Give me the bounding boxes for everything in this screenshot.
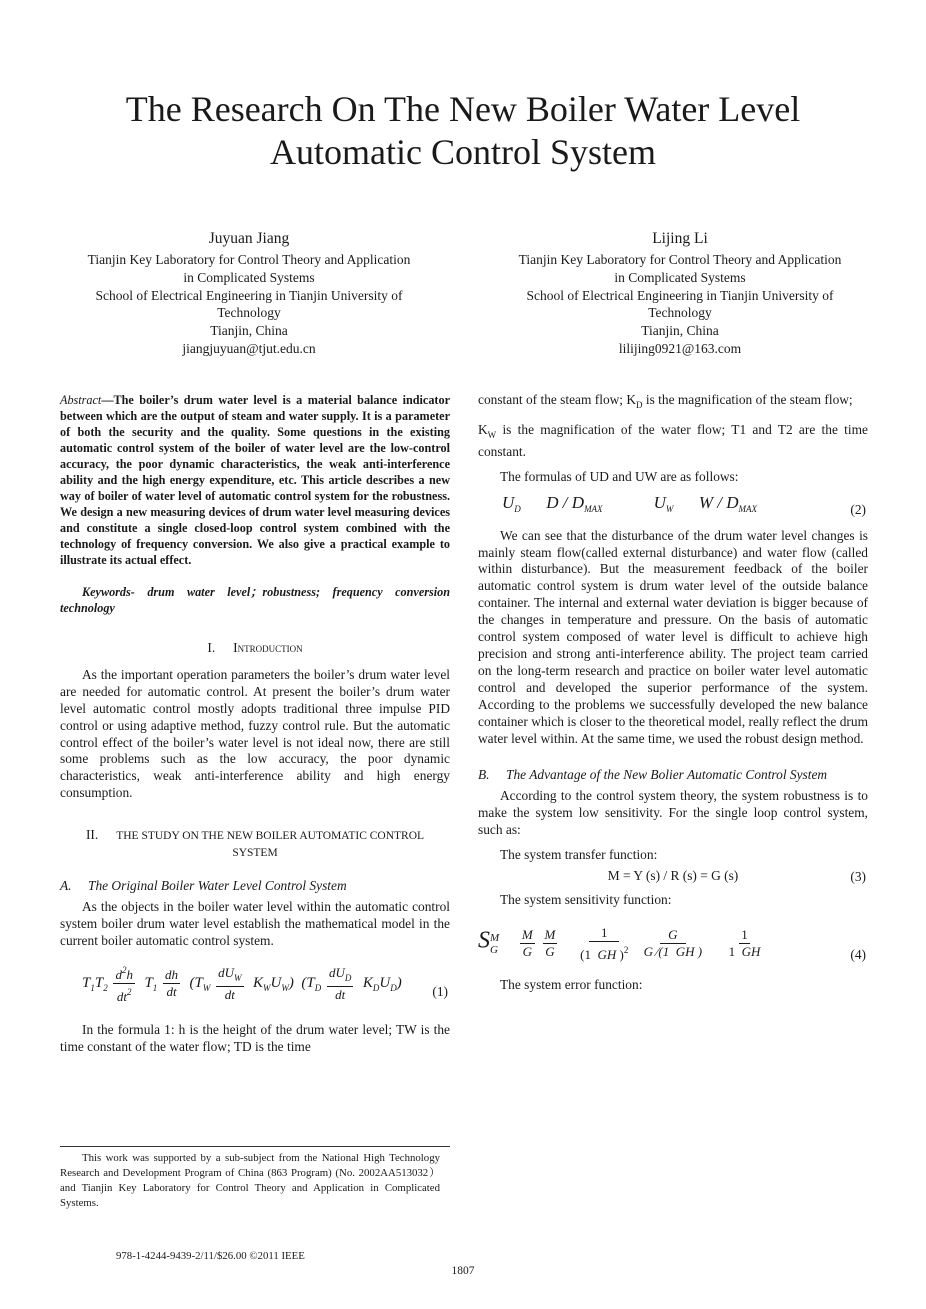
- equation-3-expression: M = Y (s) / R (s) = G (s): [607, 868, 739, 884]
- subsection-heading-b: [478, 767, 868, 784]
- left-column: [60, 392, 450, 1056]
- paper-title: [60, 88, 866, 174]
- equation-number: (1): [432, 983, 448, 999]
- author-affiliation: in Complicated Systems: [614, 269, 746, 285]
- author-block-2: [480, 228, 880, 358]
- equation-number: (2): [850, 501, 866, 517]
- equation-2-expression: $U_D$ D / $D_{MAX}$ $U_W$ W / $D_{MAX}$: [502, 493, 758, 515]
- disturbance-paragraph: We can see that the disturbance of the drum water level changes is mainly steam flow(called external disturbance) and water flow (called within disturbance). But the measurement feedback of the boiler automatic control system is drum water level of the outside balance container. The internal and external water deviation is bigger because of the changes in temperature and pressure. On the basis of automatic control system composed of water level is difficult to achieve high precision and strong anti-interference ability. The project team carried on the long-term research and practice on boiler water level automatic control and developed the superior performance of the system. According to the problems we successfully developed the new balance container which is closer to the theoretical model, really reflect the drum water level within. At the same time, we used the robust design method.: [478, 527, 868, 746]
- paper-title-line-1: The Research On The New Boiler Water Level: [125, 89, 801, 129]
- formula-explanation-continued: constant of the steam flow; $K_D$ is the magnification of the steam flow;: [478, 392, 853, 410]
- section-number: I.: [207, 640, 216, 655]
- equation-1: [60, 954, 450, 1014]
- section-title: THE STUDY ON THE NEW BOILER AUTOMATIC CONTROL SYSTEM: [116, 830, 425, 860]
- formula-intro: The formulas of UD and UW are as follows:: [500, 468, 739, 484]
- author-location: Tianjin, China: [641, 323, 719, 339]
- section-heading-study: [60, 826, 450, 862]
- abstract-text: —The boiler’s drum water level is a material balance indicator between which are the output of steam and water supply. It is a parameter of both the security and the quality. Some questions in the existing automatic control system of the boiler of water level are the low-control accuracy, the poor dynamic characteristics, the weak anti-interference ability and the high energy expenditure, etc. This article describes a new way of boiler of water level of automatic control system for the robustness. We design a new measuring devices of drum water level measuring devices and constitute a single closed-loop control system combined with the technology of frequency conversion. We also give a practical example to illustrate its actual effect.: [60, 393, 450, 567]
- equation-number: (3): [850, 868, 866, 884]
- abstract-label: Abstract: [60, 393, 102, 407]
- equation-4: [478, 913, 868, 975]
- equation-number: (4): [850, 946, 866, 962]
- author-affiliation: School of Electrical Engineering in Tianjin University of: [95, 287, 403, 303]
- formula-explanation: In the formula 1: h is the height of the drum water level; TW is the time constant of the water flow; TD is the time: [60, 1021, 450, 1054]
- right-column: [478, 392, 868, 994]
- page-number: 1807: [451, 1265, 475, 1277]
- subsection-letter: B.: [478, 767, 490, 783]
- subsection-b-paragraph: According to the control system theory, the system robustness is to make the system low sensitivity. For the single loop control system, such as:: [478, 788, 868, 838]
- subsection-heading-a: [60, 878, 450, 895]
- author-affiliation: in Complicated Systems: [183, 269, 315, 285]
- section-heading-introduction: [60, 640, 450, 657]
- subsection-a-paragraph: As the objects in the boiler water level within the automatic control system boiler drum water level establish the mathematical model in the current boiler automatic control system.: [60, 899, 450, 948]
- author-email: lilijing0921@163.com: [618, 340, 742, 356]
- error-function-label: The system error function:: [500, 976, 643, 992]
- author-affiliation: Tianjin Key Laboratory for Control Theory and Application: [87, 252, 411, 267]
- author-affiliation: Technology: [217, 305, 281, 321]
- equation-3: [478, 864, 868, 890]
- section-title: Introduction: [233, 640, 303, 655]
- author-block-1: [49, 228, 449, 358]
- footnote-divider: [60, 1146, 450, 1147]
- author-location: Tianjin, China: [210, 323, 288, 339]
- subsection-title: The Original Boiler Water Level Control System: [88, 878, 347, 894]
- isbn-copyright: 978-1-4244-9439-2/11/$26.00 ©2011 IEEE: [116, 1250, 305, 1262]
- equation-2: [478, 490, 868, 524]
- subsection-letter: A.: [60, 878, 72, 894]
- abstract: [60, 392, 450, 568]
- equation-1-expression: $T_1T_2$ $\frac{d^2h}{dt^2}$ $T_1$ $\frac{dh}{dt}$ ($T_W$ $\frac{dU_W}{dt}$ $K_WU_W$) ($T_D$ $\frac{dU_D}{dt}$ $K_DU_D$): [82, 962, 402, 1005]
- transfer-function-label: The system transfer function:: [500, 847, 658, 863]
- subsection-title: The Advantage of the New Bolier Automatic Control System: [506, 767, 828, 783]
- equation-4-expression: S M G $\frac{M}{G}$ $\frac{M}{G}$ $\frac{1}{(1 GH )^2}$ $\frac{G}{G ⁄(1 GH )}$ $\frac{1}{1 GH}$: [478, 924, 761, 962]
- footnote: This work was supported by a sub-subject from the National High Technology Research and Development Program of China (863 Program) (No. 2002AA513032）and Tianjin Key Laboratory for Control Theory and Application in Complicated Systems.: [60, 1152, 440, 1209]
- author-name: Lijing Li: [652, 230, 708, 247]
- sensitivity-function-label: The system sensitivity function:: [500, 891, 672, 907]
- introduction-paragraph: As the important operation parameters the boiler’s drum water level are needed for automatic control. At present the boiler’s drum water level automatic control mostly adopts traditional three impulse PID control or using adaptive method, fuzzy control rule. But the automatic control effect of the boiler’s water level is not ideal now, there are still some problems such as the low accuracy, the poor dynamic characteristics, weak anti-interference ability and high energy consumption.: [60, 666, 450, 801]
- author-affiliation: Tianjin Key Laboratory for Control Theory and Application: [518, 252, 842, 267]
- paper-title-line-2: Automatic Control System: [270, 132, 656, 172]
- magnification-note: $K_W$ is the magnification of the water flow; T1 and T2 are the time constant.: [478, 421, 868, 459]
- author-name: Juyuan Jiang: [208, 230, 290, 247]
- section-number: II.: [85, 827, 99, 843]
- author-affiliation: School of Electrical Engineering in Tianjin University of: [526, 287, 834, 303]
- author-affiliation: Technology: [648, 305, 712, 321]
- keywords: Keywords- drum water level；robustness; frequency conversion technology: [60, 585, 450, 615]
- author-email: jiangjuyuan@tjut.edu.cn: [182, 340, 316, 356]
